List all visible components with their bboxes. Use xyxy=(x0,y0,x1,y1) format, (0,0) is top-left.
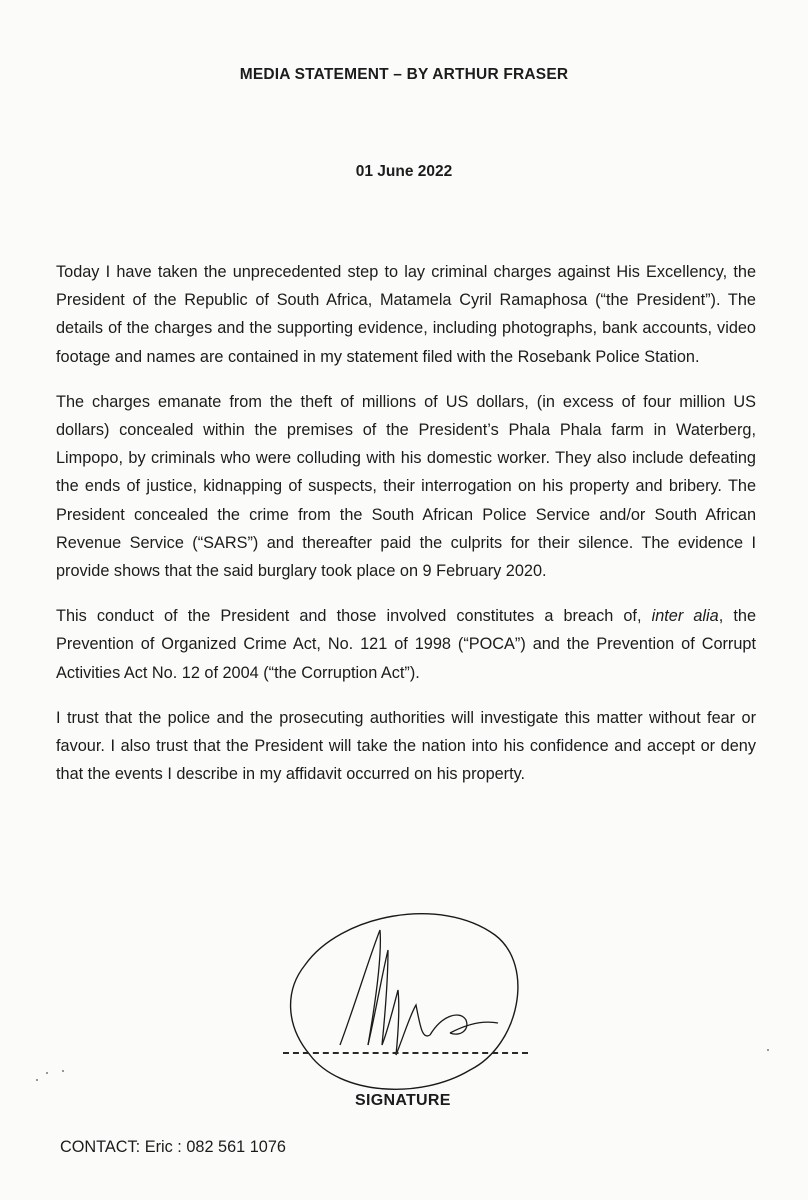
paragraph-2: The charges emanate from the theft of millions of US dollars, (in excess of four million US dollars) concealed within the premises of the President’s Phala Phala farm in Waterberg, Limpopo, by criminals who were colluding with his domestic worker. They also include defeating the ends of justice, kidnapping of suspects, their interrogation on his property and bribery. The President concealed the crime from the South African Police Service and/or South African Revenue Service (“SARS”) and thereafter paid the culprits for their silence. The evidence I provide shows that the said burglary took place on 9 February 2020. xyxy=(56,392,756,581)
signature-scribble-icon xyxy=(270,895,540,1095)
scan-speck xyxy=(767,1049,769,1051)
paragraph-3-before: This conduct of the President and those involved constitutes a breach of, xyxy=(56,607,652,626)
signature-line xyxy=(283,1052,528,1054)
paragraph-3-italic: inter alia xyxy=(651,607,719,626)
statement-date: 01 June 2022 xyxy=(355,163,453,180)
paragraph-4: I trust that the police and the prosecuting authorities will investigate this matter without fear or favour. I also trust that the President will take the nation into his confidence and accept or deny that the events I describe in my affidavit occurred on his property. xyxy=(56,708,756,784)
paragraph-3 xyxy=(56,602,756,687)
handwritten-signature xyxy=(270,895,540,1095)
statement-body xyxy=(56,258,756,805)
contact-line: CONTACT: Eric : 082 561 1076 xyxy=(60,1138,286,1156)
scan-speck xyxy=(46,1072,48,1074)
scan-speck xyxy=(62,1070,64,1072)
signature-label: SIGNATURE xyxy=(355,1092,451,1109)
paragraph-3-after: , the Prevention of Organized Crime Act, No. 121 of 1998 (“POCA”) and the Prevention of Corrupt Activities Act No. 12 of 2004 (“the Corruption Act”). xyxy=(56,607,757,682)
document-title: MEDIA STATEMENT – BY ARTHUR FRASER xyxy=(239,66,569,83)
scan-speck xyxy=(36,1079,38,1081)
paragraph-1: Today I have taken the unprecedented step to lay criminal charges against His Excellency, the President of the Republic of South Africa, Matamela Cyril Ramaphosa (“the President”). The details of the charges and the supporting evidence, including photographs, bank accounts, video footage and names are contained in my statement filed with the Rosebank Police Station. xyxy=(56,263,756,366)
